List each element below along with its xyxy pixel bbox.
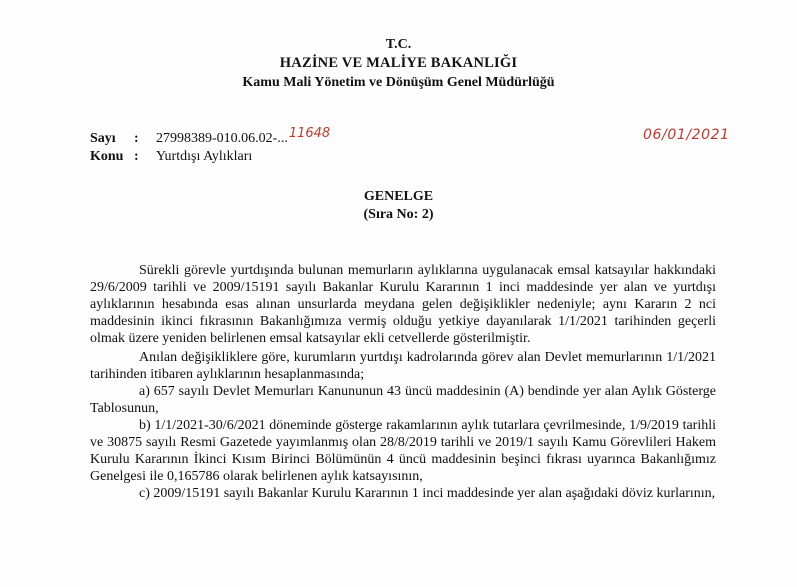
header-department: Kamu Mali Yönetim ve Dönüşüm Genel Müdürlüğü [242, 75, 555, 90]
paragraph-changes: Anılan değişikliklere göre, kurumların yurtdışı kadrolarında görev alan Devlet memurlarının 1/1/2021 tarihinden itibaren aylıklarının hesaplanmasında; [90, 350, 716, 382]
header-tc: T.C. [385, 37, 412, 52]
sayi-value: 27998389-010.06.02-... [156, 131, 288, 146]
konu-value: Yurtdışı Aylıkları [156, 149, 253, 164]
sayi-line [90, 126, 331, 147]
konu-line [90, 148, 252, 165]
konu-colon: : [134, 149, 139, 164]
handwritten-date: 06/01/2021 [643, 127, 730, 143]
sayi-handwritten-number: 11648 [288, 126, 331, 141]
paragraph-item-a: a) 657 sayılı Devlet Memurları Kanununun 43 üncü maddesinin (A) bendinde yer alan Aylık Gösterge Tablosunun, [90, 384, 716, 416]
sayi-colon: : [134, 131, 139, 146]
header-ministry: HAZİNE VE MALİYE BAKANLIĞI [279, 55, 518, 71]
paragraph-intro: Sürekli görevle yurtdışında bulunan memurların aylıklarına uygulanacak emsal katsayılar hakkındaki 29/6/2009 tarihli ve 2009/15191 sayılı Bakanlar Kurulu Kararının 1 inci maddesinde yer alan ve yurtdışı aylıklarının hesabında esas alınan unsurlarda meydana gelen değişiklikler nedeniyle; aynı Kararın 2 nci maddesinin ikinci fıkrasının Bakanlığımıza vermiş olduğu yetkiye dayanılarak 1/1/2021 tarihinden geçerli olmak üzere yeniden belirlenen emsal katsayılar ekli cetvellerde gösterilmiştir. [90, 263, 716, 346]
document-title: GENELGE [363, 189, 434, 204]
document-subtitle: (Sıra No: 2) [363, 207, 434, 222]
sayi-label: Sayı [90, 131, 116, 146]
paragraph-item-b: b) 1/1/2021-30/6/2021 döneminde gösterge rakamlarının aylık tutarlara çevrilmesinde, 1/9/2019 tarihli ve 30875 sayılı Resmi Gazetede yayımlanmış olan 28/8/2019 tarihli ve 2019/1 sayılı Kamu Görevlileri Hakem Kurulu Kararının İkinci Kısım Birinci Bölümünün 4 üncü maddesinin beşinci fıkrası uyarınca Bakanlığımız Genelgesi ile 0,165786 olarak belirlenen aylık katsayısının, [90, 418, 716, 484]
konu-label: Konu [90, 149, 124, 164]
paragraph-item-c: c) 2009/15191 sayılı Bakanlar Kurulu Kararının 1 inci maddesinde yer alan aşağıdaki döviz kurlarının, [139, 486, 716, 501]
document-body [90, 262, 716, 502]
